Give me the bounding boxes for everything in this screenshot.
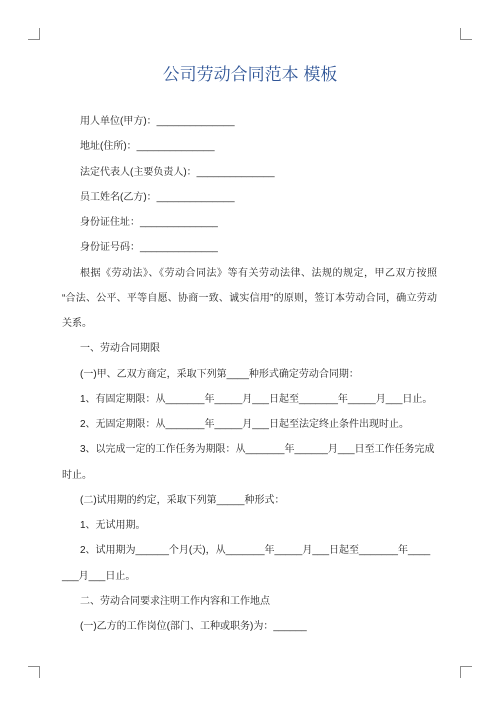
preamble-line: 根据《劳动法》、《劳动合同法》等有关劳动法律、法规的规定，甲乙双方按照 bbox=[80, 267, 437, 279]
crop-mark-bottom-left bbox=[28, 666, 40, 678]
preamble-line: “合法、公平、平等自愿、协商一致、诚实信用”的原则，签订本劳动合同，确立劳动 bbox=[62, 292, 437, 304]
clause-line: 1、无试用期。 bbox=[80, 520, 146, 531]
employee-name-field: 员工姓名(乙方)：______________ bbox=[80, 191, 235, 203]
document-body bbox=[62, 109, 437, 639]
preamble-line: 关系。 bbox=[62, 318, 92, 329]
section-heading: 一、劳动合同期限 bbox=[80, 343, 160, 355]
id-address-field: 身份证住址：______________ bbox=[80, 217, 218, 228]
clause-line: 时止。 bbox=[62, 469, 92, 481]
document-title: 公司劳动合同范本 模板 bbox=[162, 65, 338, 84]
crop-mark-top-right bbox=[460, 28, 472, 40]
clause-line: ___月___日止。 bbox=[62, 570, 136, 582]
clause-line: 3、以完成一定的工作任务为期限：从_______年______月___日至工作任务完成 bbox=[80, 444, 435, 456]
clause-line: (一)乙方的工作岗位(部门、工种或职务)为：______ bbox=[80, 621, 307, 632]
employer-address-field: 地址(住所)：______________ bbox=[80, 141, 215, 153]
clause-line: 2、无固定期限：从_______年_____月___日起至法定终止条件出现时止。 bbox=[80, 419, 409, 430]
clause-line: 1、有固定期限：从_______年_____月___日起至_______年_____月___日止。 bbox=[80, 393, 433, 405]
employer-name-field: 用人单位(甲方)：______________ bbox=[80, 116, 235, 127]
crop-mark-bottom-right bbox=[460, 666, 472, 678]
section-heading: 二、劳动合同要求注明工作内容和工作地点 bbox=[80, 595, 270, 607]
legal-representative-field: 法定代表人(主要负责人)：______________ bbox=[80, 166, 275, 178]
clause-line: 2、试用期为______个月(天)，从_______年_____月___日起至_______年____ bbox=[80, 545, 431, 557]
clause-line: (二)试用期的约定，采取下列第_____种形式： bbox=[80, 494, 285, 506]
crop-mark-top-left bbox=[28, 28, 40, 40]
clause-line: (一)甲、乙双方商定，采取下列第____种形式确定劳动合同期： bbox=[80, 368, 359, 380]
id-number-field: 身份证号码：______________ bbox=[80, 242, 218, 254]
